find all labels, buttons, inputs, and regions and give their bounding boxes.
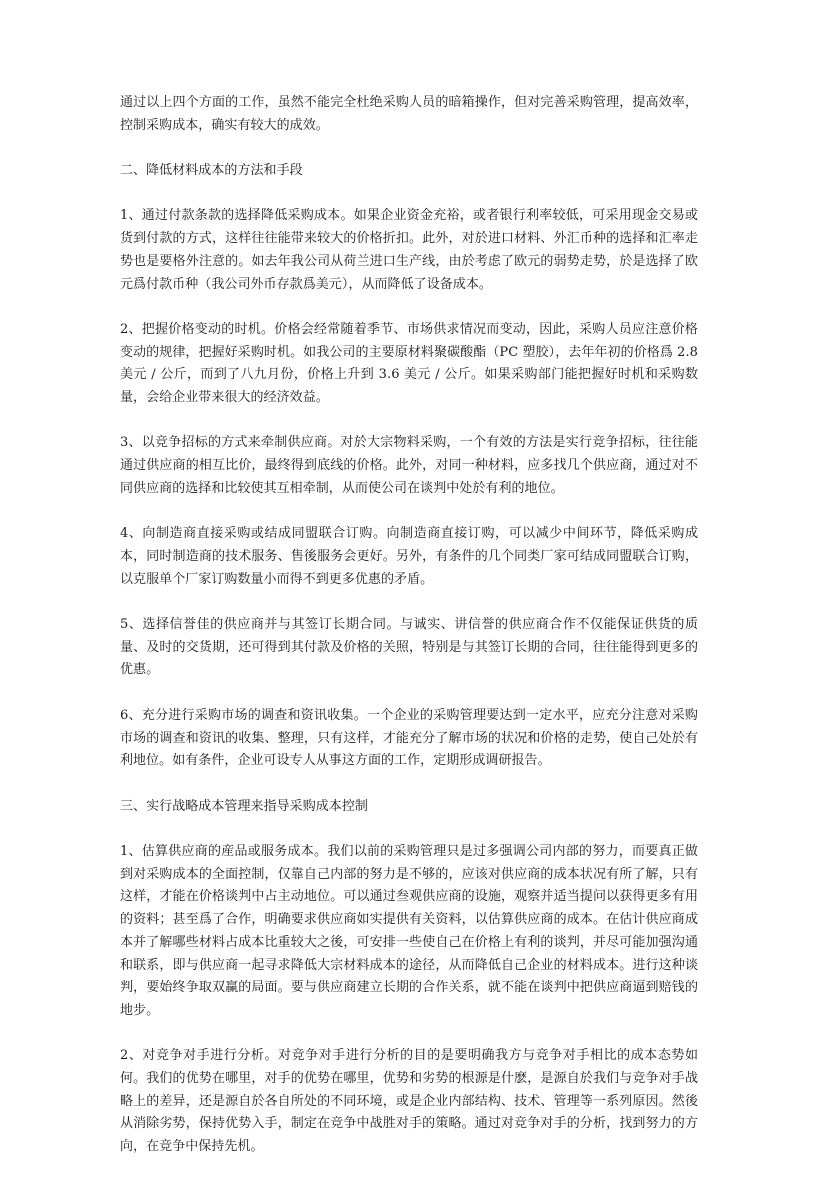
intro-paragraph: 通过以上四个方面的工作，虽然不能完全杜绝采购人员的暗箱操作，但对完善采购管理，提高效率，控制采购成本，确实有较大的成效。: [120, 95, 698, 133]
section-heading-2: 二、降低材料成本的方法和手段: [120, 163, 303, 179]
section3-item-1: 1、估算供应商的産品或服务成本。我们以前的采购管理只是过多强调公司内部的努力，而要真正做到对采购成本的全面控制，仅靠自己内部的努力是不够的，应该对供应商的成本状况有所了解，只有这样，才能在价格谈判中占主动地位。可以通过叁观供应商的设施，观察并适当提问以获得更多有用的资料；甚至爲了合作，明确要求供应商如实提供有关资料，以估算供应商的成本。在估计供应商成本并了解哪些材料占成本比重较大之後，可安排一些使自己在价格上有利的谈判，并尽可能加强沟通和联系，即与供应商一起寻求降低大宗材料成本的途径，从而降低自己企业的材料成本。进行这种谈判，要始终争取双赢的局面。要与供应商建立长期的合作关系，就不能在谈判中把供应商逼到赔钱的地步。: [120, 844, 698, 1018]
section2-item-1: 1、通过付款条款的选择降低采购成本。如果企业资金充裕，或者银行利率较低，可采用现金交易或货到付款的方式，这样往往能带来较大的价格折扣。此外，对於进口材料、外汇币种的选择和汇率走势也是要格外注意的。如去年我公司从荷兰进口生产线，由於考虑了欧元的弱势走势，於是选择了欧元爲付款币种（我公司外币存款爲美元），从而降低了设备成本。: [120, 208, 698, 292]
section-heading-3: 三、实行战略成本管理来指导采购成本控制: [120, 798, 368, 814]
section2-item-4: 4、向制造商直接采购或结成同盟联合订购。向制造商直接订购，可以减少中间环节，降低采购成本，同时制造商的技术服务、售後服务会更好。另外，有条件的几个同类厂家可结成同盟联合订购，以克服单个厂家订购数量小而得不到更多优惠的矛盾。: [120, 526, 698, 587]
section2-item-6: 6、充分进行采购市场的调查和资讯收集。一个企业的采购管理要达到一定水平，应充分注意对采购市场的调查和资讯的收集、整理，只有这样，才能充分了解市场的状况和价格的走势，使自己处於有利地位。如有条件，企业可设专人从事这方面的工作，定期形成调研报告。: [120, 707, 698, 769]
section3-item-2: 2、对竞争对手进行分析。对竞争对手进行分析的目的是要明确我方与竞争对手相比的成本态势如何。我们的优势在哪里，对手的优势在哪里，优势和劣势的根源是什麽，是源自於我们与竞争对手战略上的差异，还是源自於各自所处的不同环境，或是企业内部结构、技术、管理等一系列原因。然後从消除劣势，保持优势入手，制定在竞争中战胜对手的策略。通过对竞争对手的分析，找到努力的方向，在竞争中保持先机。: [120, 1048, 698, 1155]
section2-item-5: 5、选择信誉佳的供应商并与其签订长期合同。与诚实、讲信誉的供应商合作不仅能保证供货的质量、及时的交货期，还可得到其付款及价格的关照，特别是与其签订长期的合同，往往能得到更多的优惠。: [120, 617, 698, 678]
document-page: [120, 92, 698, 1182]
section2-item-3: 3、以竞争招标的方式来牵制供应商。对於大宗物料采购，一个有效的方法是实行竞争招标，往往能通过供应商的相互比价，最终得到底线的价格。此外，对同一种材料，应多找几个供应商，通过对不同供应商的选择和比较使其互相牵制，从而使公司在谈判中处於有利的地位。: [120, 435, 698, 496]
section2-item-2: 2、把握价格变动的时机。价格会经常随着季节、市场供求情况而变动，因此，采购人员应注意价格变动的规律，把握好采购时机。如我公司的主要原材料聚碳酸酯（PC 塑胶），去年年初的价格爲 2.8 美元 / 公斤，而到了八九月份，价格上升到 3.6 美元 / 公斤。如果采购部门能把握好时机和采购数量，会给企业带来很大的经济效益。: [120, 321, 698, 406]
